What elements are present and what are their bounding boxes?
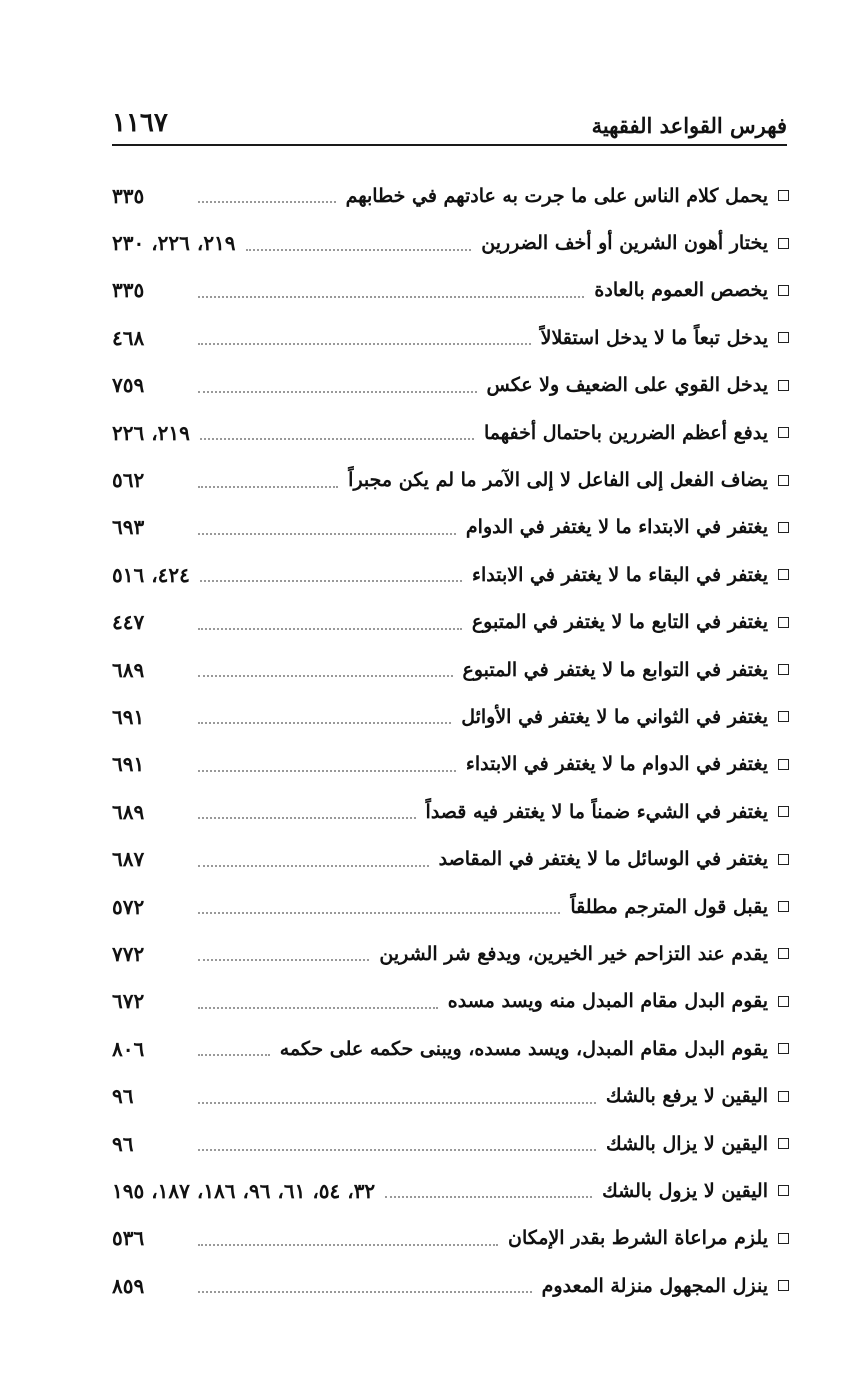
entry-page-numbers: ٦٨٩ bbox=[112, 799, 145, 824]
index-entry bbox=[112, 646, 789, 693]
index-entry bbox=[112, 551, 789, 598]
entry-text: يقوم البدل مقام المبدل منه ويسد مسده bbox=[447, 990, 768, 1013]
dot-leader bbox=[198, 342, 531, 345]
entry-text: يغتفر في البقاء ما لا يغتفر في الابتداء bbox=[472, 563, 768, 586]
entry-text: يدخل تبعاً ما لا يدخل استقلالاً bbox=[540, 326, 768, 349]
dot-leader bbox=[198, 532, 456, 535]
square-bullet-icon bbox=[778, 1280, 789, 1291]
square-bullet-icon bbox=[778, 996, 789, 1007]
dot-leader bbox=[198, 485, 338, 488]
entry-page-numbers: ٤٢٤، ٥١٦ bbox=[112, 562, 190, 587]
entry-text: اليقين لا يزول بالشك bbox=[602, 1179, 768, 1202]
entry-text: اليقين لا يرفع بالشك bbox=[605, 1085, 768, 1108]
dot-leader bbox=[198, 958, 369, 961]
page-number: ١١٦٧ bbox=[112, 108, 168, 138]
square-bullet-icon bbox=[778, 759, 789, 770]
page-header bbox=[112, 96, 787, 146]
entry-page-numbers: ٦٧٢ bbox=[112, 989, 145, 1014]
square-bullet-icon bbox=[778, 569, 789, 580]
entry-page-numbers: ٢١٩، ٢٢٦، ٢٣٠ bbox=[112, 231, 236, 256]
entry-text: يغتفر في الدوام ما لا يغتفر في الابتداء bbox=[465, 753, 768, 776]
index-entry bbox=[112, 314, 789, 361]
entry-page-numbers: ٥٧٢ bbox=[112, 894, 145, 919]
entry-text: يختار أهون الشرين أو أخف الضررين bbox=[481, 232, 768, 255]
entry-page-numbers: ٣٢، ٥٤، ٦١، ٩٦، ١٨٦، ١٨٧، ١٩٥ bbox=[112, 1178, 376, 1203]
entry-text: يغتفر في الثواني ما لا يغتفر في الأوائل bbox=[461, 705, 768, 728]
entry-page-numbers: ٨٠٦ bbox=[112, 1036, 145, 1061]
entry-text: يضاف الفعل إلى الفاعل لا إلى الآمر ما لم يكن مجبراً bbox=[348, 469, 768, 492]
index-entry bbox=[112, 1072, 789, 1119]
entry-text: يدخل القوي على الضعيف ولا عكس bbox=[486, 374, 768, 397]
dot-leader bbox=[198, 816, 416, 819]
square-bullet-icon bbox=[778, 948, 789, 959]
entry-text: يقدم عند التزاحم خير الخيرين، ويدفع شر الشرين bbox=[379, 942, 768, 965]
dot-leader bbox=[198, 390, 477, 393]
index-entry bbox=[112, 978, 789, 1025]
index-entry bbox=[112, 172, 789, 219]
dot-leader bbox=[198, 674, 453, 677]
entry-text: يلزم مراعاة الشرط بقدر الإمكان bbox=[508, 1227, 768, 1250]
entry-page-numbers: ٦٨٧ bbox=[112, 847, 145, 872]
square-bullet-icon bbox=[778, 711, 789, 722]
dot-leader bbox=[198, 627, 462, 630]
entry-page-numbers: ٧٥٩ bbox=[112, 373, 145, 398]
index-entry bbox=[112, 835, 789, 882]
square-bullet-icon bbox=[778, 475, 789, 486]
square-bullet-icon bbox=[778, 664, 789, 675]
entry-page-numbers: ٥٣٦ bbox=[112, 1226, 145, 1251]
entry-page-numbers: ٥٦٢ bbox=[112, 468, 145, 493]
index-entry bbox=[112, 741, 789, 788]
index-entry bbox=[112, 267, 789, 314]
square-bullet-icon bbox=[778, 854, 789, 865]
index-entry bbox=[112, 456, 789, 503]
dot-leader bbox=[200, 437, 474, 440]
square-bullet-icon bbox=[778, 806, 789, 817]
square-bullet-icon bbox=[778, 238, 789, 249]
dot-leader bbox=[198, 911, 560, 914]
entry-text: يغتفر في التابع ما لا يغتفر في المتبوع bbox=[471, 611, 768, 634]
entry-page-numbers: ٦٩١ bbox=[112, 704, 145, 729]
index-entry bbox=[112, 693, 789, 740]
index-entry bbox=[112, 599, 789, 646]
dot-leader bbox=[200, 579, 462, 582]
entry-page-numbers: ٣٣٥ bbox=[112, 183, 145, 208]
dot-leader bbox=[198, 1243, 498, 1246]
square-bullet-icon bbox=[778, 190, 789, 201]
entry-text: يغتفر في التوابع ما لا يغتفر في المتبوع bbox=[462, 658, 768, 681]
entry-page-numbers: ٨٥٩ bbox=[112, 1273, 145, 1298]
entry-page-numbers: ٢١٩، ٢٢٦ bbox=[112, 420, 190, 445]
dot-leader bbox=[198, 1053, 270, 1056]
entry-page-numbers: ٣٣٥ bbox=[112, 278, 145, 303]
dot-leader bbox=[198, 1290, 532, 1293]
dot-leader bbox=[385, 1195, 592, 1198]
index-entry bbox=[112, 1262, 789, 1309]
entry-text: يدفع أعظم الضررين باحتمال أخفهما bbox=[483, 421, 768, 444]
square-bullet-icon bbox=[778, 380, 789, 391]
square-bullet-icon bbox=[778, 285, 789, 296]
entry-page-numbers: ٦٨٩ bbox=[112, 657, 145, 682]
index-entry bbox=[112, 1167, 789, 1214]
square-bullet-icon bbox=[778, 1233, 789, 1244]
entry-text: يقوم البدل مقام المبدل، ويسد مسده، ويبنى حكمه على حكمه bbox=[279, 1037, 768, 1060]
entry-page-numbers: ٤٤٧ bbox=[112, 610, 145, 635]
entry-page-numbers: ٧٧٢ bbox=[112, 941, 145, 966]
square-bullet-icon bbox=[778, 1138, 789, 1149]
entry-text: ينزل المجهول منزلة المعدوم bbox=[541, 1274, 768, 1297]
index-entry bbox=[112, 362, 789, 409]
dot-leader bbox=[198, 1148, 596, 1151]
index-entry bbox=[112, 1120, 789, 1167]
index-entry bbox=[112, 930, 789, 977]
square-bullet-icon bbox=[778, 332, 789, 343]
index-entry bbox=[112, 1025, 789, 1072]
index-entry bbox=[112, 219, 789, 266]
square-bullet-icon bbox=[778, 1091, 789, 1102]
index-entry bbox=[112, 1215, 789, 1262]
entry-text: يخصص العموم بالعادة bbox=[594, 279, 768, 302]
dot-leader bbox=[198, 1006, 438, 1009]
entry-page-numbers: ٤٦٨ bbox=[112, 325, 145, 350]
dot-leader bbox=[198, 721, 451, 724]
entry-page-numbers: ٦٩١ bbox=[112, 752, 145, 777]
dot-leader bbox=[198, 1101, 596, 1104]
square-bullet-icon bbox=[778, 427, 789, 438]
entry-text: اليقين لا يزال بالشك bbox=[606, 1132, 768, 1155]
dot-leader bbox=[246, 248, 472, 251]
index-entry bbox=[112, 504, 789, 551]
index-entries bbox=[112, 172, 789, 1309]
entry-text: يحمل كلام الناس على ما جرت به عادتهم في خطابهم bbox=[345, 184, 768, 207]
index-entry bbox=[112, 883, 789, 930]
entry-text: يغتفر في الوسائل ما لا يغتفر في المقاصد bbox=[438, 848, 768, 871]
entry-text: يقبل قول المترجم مطلقاً bbox=[570, 895, 768, 918]
entry-text: يغتفر في الابتداء ما لا يغتفر في الدوام bbox=[465, 516, 768, 539]
entry-text: يغتفر في الشيء ضمناً ما لا يغتفر فيه قصداً bbox=[425, 800, 768, 823]
entry-page-numbers: ٩٦ bbox=[112, 1084, 134, 1109]
dot-leader bbox=[198, 200, 336, 203]
entry-page-numbers: ٩٦ bbox=[112, 1131, 134, 1156]
index-entry bbox=[112, 788, 789, 835]
square-bullet-icon bbox=[778, 617, 789, 628]
entry-page-numbers: ٦٩٣ bbox=[112, 515, 145, 540]
page-title: فهرس القواعد الفقهية bbox=[591, 113, 787, 138]
square-bullet-icon bbox=[778, 1185, 789, 1196]
square-bullet-icon bbox=[778, 522, 789, 533]
dot-leader bbox=[198, 769, 456, 772]
dot-leader bbox=[198, 295, 584, 298]
index-entry bbox=[112, 409, 789, 456]
square-bullet-icon bbox=[778, 901, 789, 912]
square-bullet-icon bbox=[778, 1043, 789, 1054]
dot-leader bbox=[198, 864, 429, 867]
